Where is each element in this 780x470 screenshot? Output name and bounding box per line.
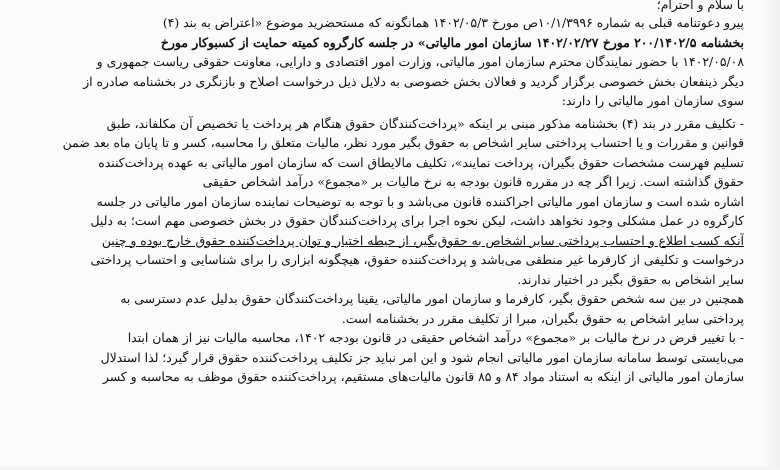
text-line: بخشنامه ۲۰۰/۱۴۰۲/۵ مورخ ۱۴۰۲/۰۲/۲۷ سازمان امور مالیاتی» در جلسه کارگروه کمیته حمایت از کسبوکار مورخ <box>160 34 744 50</box>
text-line: تسلیم فهرست مشخصات حقوق بگیران، پرداخت نمایند»، تکلیف مالایطاق است که سازمان امور مالیاتی به عهده پرداخت‌کننده <box>98 154 744 170</box>
page-edge-shadow <box>762 0 780 467</box>
text-line: حقوق گذاشته است. زیرا اگر چه در مقرره قانون بودجه به نرخ مالیات بر «مجموع» درآمد اشخاص حقیقی <box>202 174 744 189</box>
text-line: سوی سازمان امور مالیاتی را دارند: <box>561 93 744 108</box>
text-line: همچنین در بین سه شخص حقوق بگیر، کارفرما و سازمان امور مالیاتی، یقینا پرداخت‌کنندگان حقوق بدلیل عدم دسترسی به <box>120 291 744 306</box>
greeting-line: با سلام و احترام؛ <box>656 0 744 12</box>
text-line: درخواست و تکلیفی از کارفرما غیر منطقی می‌باشد و پرداخت‌کننده حقوق، هیچگونه ابزاری را برای شناسایی و احتساب پرداختی <box>90 252 744 267</box>
letter-body <box>30 0 744 387</box>
text-line-underlined: آنکه کسب اطلاع و احتساب پرداختی سایر اشخاص به حقوق‌بگیر، از حیطه اختیار و توان پرداخت‌کننده حقوق خارج بوده و چنین <box>101 232 744 248</box>
text-line: سازمان امور مالیاتی از اینکه به استناد مواد ۸۴ و ۸۵ قانون مالیات‌های مستقیم، پرداخت‌کننده حقوق موظف به محاسبه و کسر <box>102 369 744 384</box>
text-line: پیرو دعوتنامه قبلی به شماره ۱۰/۱/۳۹۹۶ص مورخ ۱۴۰۲/۰۵/۳ همانگونه که مستحضرید موضوع «اعتراض به بند (۴) <box>162 15 744 30</box>
text-line: - تکلیف مقرر در بند (۴) بخشنامه مذکور مبنی بر اینکه «پرداخت‌کنندگان حقوق هنگام هر پرداخت یا تخصیص آن مکلفاند، طبق <box>106 115 744 131</box>
paragraph-rate-change <box>30 328 744 387</box>
text-line: قوانین و مقررات و یا احتساب پرداختی سایر اشخاص به حقوق بگیر مورد نظر، مالیات متعلق را محاسبه، کسر و تا پایان ماه بعد ضمن <box>62 135 744 150</box>
text-line: - با تغییر فرض در نرخ مالیات بر «مجموع» درآمد اشخاص حقیقی در قانون بودجه ۱۴۰۲، محاسبه مالیات نیز از همان ابتدا <box>127 330 744 345</box>
text-line: کارگروه در عمل مشکلی وجود نخواهد داشت، لیکن نحوه اجرا برای پرداخت‌کنندگان حقوق در بخش خصوصی مهم است؛ به دلیل <box>90 213 744 228</box>
paragraph-intro <box>30 13 744 111</box>
text-line: ۱۴۰۲/۰۵/۰۸ با حضور نمایندگان محترم سازمان امور مالیاتی، وزارت امور اقتصادی و دارایی، معاونت حقوقی ریاست جمهوری و <box>96 54 744 69</box>
text-line: می‌بایستی توسط سامانه سازمان امور مالیاتی انجام شود و این امر نباید جز تکلیف پرداخت‌کننده حقوق قرار گیرد؛ لذا استدلال <box>100 349 744 365</box>
paragraph-also <box>30 289 744 328</box>
text-line: پرداختی سایر اشخاص به حقوق بگیران، مبرا از تکلیف مقرر در بخشنامه است. <box>341 310 744 326</box>
paragraph-clause-4 <box>30 114 744 290</box>
text-line: دیگر ذینفعان بخش خصوصی برگزار گردید و فعالان بخش خصوصی به دلایل ذیل درخواست اصلاح و بازنگری در بخشنامه صادره از <box>83 73 744 89</box>
text-line: سایر اشخاص به حقوق بگیر در اختیار ندارند. <box>517 271 744 287</box>
text-line: اشاره شده است و سازمان امور مالیاتی اجراکننده قانون می‌باشد و با توجه به توضیحات نماینده سازمان امور مالیاتی در جلسه <box>96 193 744 209</box>
